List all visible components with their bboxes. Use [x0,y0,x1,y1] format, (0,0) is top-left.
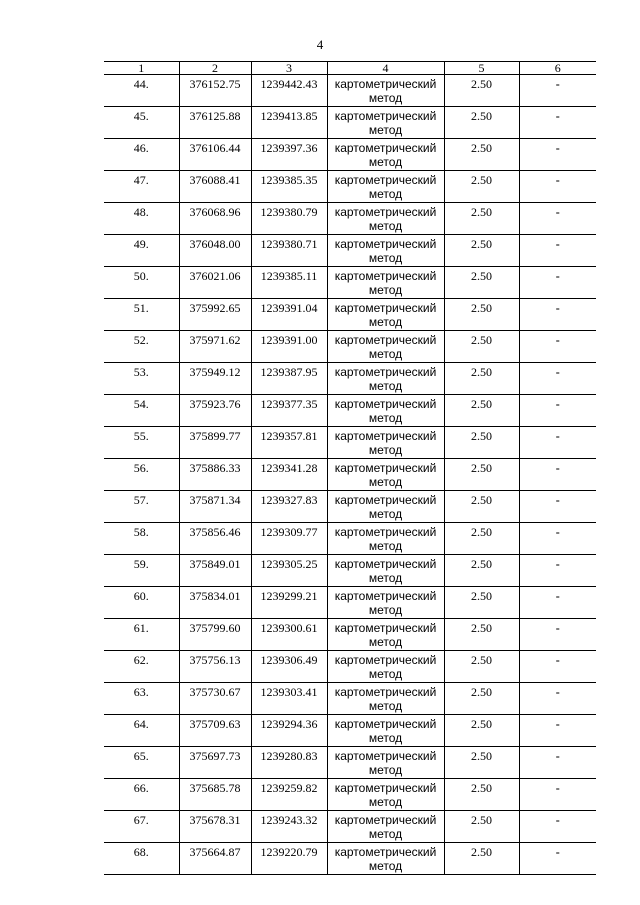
accuracy-cell: 2.50 [444,171,519,203]
point-number-cell: 62. [104,651,179,683]
x-coordinate-cell: 376106.44 [179,139,251,171]
y-coordinate-cell: 1239341.28 [251,459,327,491]
point-number-cell: 46. [104,139,179,171]
table-row [104,651,596,683]
y-coordinate-cell: 1239387.95 [251,363,327,395]
method-cell: картометрический метод [327,235,444,267]
point-number-cell: 55. [104,427,179,459]
y-coordinate-cell: 1239357.81 [251,427,327,459]
table-row [104,235,596,267]
method-cell: картометрический метод [327,75,444,107]
note-cell: - [519,555,596,587]
table-row [104,779,596,811]
method-cell: картометрический метод [327,779,444,811]
accuracy-cell: 2.50 [444,811,519,843]
accuracy-cell: 2.50 [444,683,519,715]
table-row [104,427,596,459]
note-cell: - [519,363,596,395]
point-number-cell: 66. [104,779,179,811]
table-row [104,811,596,843]
note-cell: - [519,587,596,619]
accuracy-cell: 2.50 [444,299,519,331]
x-coordinate-cell: 375697.73 [179,747,251,779]
accuracy-cell: 2.50 [444,395,519,427]
y-coordinate-cell: 1239294.36 [251,715,327,747]
note-cell: - [519,75,596,107]
accuracy-cell: 2.50 [444,747,519,779]
y-coordinate-cell: 1239306.49 [251,651,327,683]
x-coordinate-cell: 375709.63 [179,715,251,747]
point-number-cell: 68. [104,843,179,875]
y-coordinate-cell: 1239280.83 [251,747,327,779]
accuracy-cell: 2.50 [444,555,519,587]
y-coordinate-cell: 1239385.11 [251,267,327,299]
note-cell: - [519,619,596,651]
accuracy-cell: 2.50 [444,587,519,619]
table-row [104,299,596,331]
y-coordinate-cell: 1239380.79 [251,203,327,235]
point-number-cell: 52. [104,331,179,363]
point-number-cell: 60. [104,587,179,619]
method-cell: картометрический метод [327,843,444,875]
accuracy-cell: 2.50 [444,651,519,683]
point-number-cell: 54. [104,395,179,427]
x-coordinate-cell: 376068.96 [179,203,251,235]
x-coordinate-cell: 375756.13 [179,651,251,683]
table-body [104,75,596,875]
x-coordinate-cell: 375992.65 [179,299,251,331]
note-cell: - [519,395,596,427]
accuracy-cell: 2.50 [444,619,519,651]
method-cell: картометрический метод [327,683,444,715]
column-header-6: 6 [519,62,596,75]
method-cell: картометрический метод [327,811,444,843]
x-coordinate-cell: 375834.01 [179,587,251,619]
x-coordinate-cell: 375871.34 [179,491,251,523]
note-cell: - [519,811,596,843]
method-cell: картометрический метод [327,203,444,235]
table-row [104,683,596,715]
note-cell: - [519,683,596,715]
table-row [104,395,596,427]
column-header-4: 4 [327,62,444,75]
table-row [104,459,596,491]
y-coordinate-cell: 1239243.32 [251,811,327,843]
point-number-cell: 49. [104,235,179,267]
y-coordinate-cell: 1239300.61 [251,619,327,651]
accuracy-cell: 2.50 [444,107,519,139]
y-coordinate-cell: 1239391.00 [251,331,327,363]
note-cell: - [519,107,596,139]
accuracy-cell: 2.50 [444,75,519,107]
note-cell: - [519,331,596,363]
x-coordinate-cell: 375856.46 [179,523,251,555]
table-row [104,843,596,875]
x-coordinate-cell: 376152.75 [179,75,251,107]
note-cell: - [519,747,596,779]
point-number-cell: 51. [104,299,179,331]
point-number-cell: 44. [104,75,179,107]
coordinates-table [104,61,596,875]
table-row [104,715,596,747]
y-coordinate-cell: 1239380.71 [251,235,327,267]
note-cell: - [519,235,596,267]
point-number-cell: 56. [104,459,179,491]
point-number-cell: 58. [104,523,179,555]
method-cell: картометрический метод [327,555,444,587]
table-row [104,171,596,203]
accuracy-cell: 2.50 [444,715,519,747]
accuracy-cell: 2.50 [444,235,519,267]
point-number-cell: 67. [104,811,179,843]
note-cell: - [519,427,596,459]
method-cell: картометрический метод [327,139,444,171]
note-cell: - [519,139,596,171]
point-number-cell: 47. [104,171,179,203]
note-cell: - [519,843,596,875]
point-number-cell: 48. [104,203,179,235]
x-coordinate-cell: 376125.88 [179,107,251,139]
table-row [104,363,596,395]
note-cell: - [519,459,596,491]
note-cell: - [519,715,596,747]
note-cell: - [519,267,596,299]
table-row [104,523,596,555]
note-cell: - [519,779,596,811]
table-row [104,491,596,523]
note-cell: - [519,171,596,203]
table-row [104,139,596,171]
table-row [104,267,596,299]
method-cell: картометрический метод [327,331,444,363]
y-coordinate-cell: 1239391.04 [251,299,327,331]
point-number-cell: 65. [104,747,179,779]
column-header-1: 1 [104,62,179,75]
point-number-cell: 64. [104,715,179,747]
y-coordinate-cell: 1239303.41 [251,683,327,715]
table-row [104,107,596,139]
note-cell: - [519,491,596,523]
table-row [104,619,596,651]
point-number-cell: 57. [104,491,179,523]
method-cell: картометрический метод [327,267,444,299]
y-coordinate-cell: 1239305.25 [251,555,327,587]
point-number-cell: 63. [104,683,179,715]
point-number-cell: 50. [104,267,179,299]
note-cell: - [519,203,596,235]
x-coordinate-cell: 375849.01 [179,555,251,587]
accuracy-cell: 2.50 [444,459,519,491]
point-number-cell: 53. [104,363,179,395]
note-cell: - [519,299,596,331]
y-coordinate-cell: 1239327.83 [251,491,327,523]
method-cell: картометрический метод [327,171,444,203]
accuracy-cell: 2.50 [444,523,519,555]
point-number-cell: 61. [104,619,179,651]
note-cell: - [519,523,596,555]
y-coordinate-cell: 1239259.82 [251,779,327,811]
column-header-2: 2 [179,62,251,75]
x-coordinate-cell: 375886.33 [179,459,251,491]
x-coordinate-cell: 375899.77 [179,427,251,459]
method-cell: картометрический метод [327,715,444,747]
method-cell: картометрический метод [327,587,444,619]
accuracy-cell: 2.50 [444,203,519,235]
method-cell: картометрический метод [327,363,444,395]
method-cell: картометрический метод [327,459,444,491]
accuracy-cell: 2.50 [444,139,519,171]
table-row [104,747,596,779]
method-cell: картометрический метод [327,395,444,427]
x-coordinate-cell: 375799.60 [179,619,251,651]
method-cell: картометрический метод [327,299,444,331]
x-coordinate-cell: 375923.76 [179,395,251,427]
method-cell: картометрический метод [327,619,444,651]
method-cell: картометрический метод [327,651,444,683]
table-row [104,203,596,235]
method-cell: картометрический метод [327,523,444,555]
table-header-row [104,62,596,75]
y-coordinate-cell: 1239442.43 [251,75,327,107]
note-cell: - [519,651,596,683]
accuracy-cell: 2.50 [444,491,519,523]
x-coordinate-cell: 376048.00 [179,235,251,267]
method-cell: картометрический метод [327,427,444,459]
y-coordinate-cell: 1239299.21 [251,587,327,619]
y-coordinate-cell: 1239377.35 [251,395,327,427]
accuracy-cell: 2.50 [444,427,519,459]
method-cell: картометрический метод [327,491,444,523]
x-coordinate-cell: 375664.87 [179,843,251,875]
accuracy-cell: 2.50 [444,363,519,395]
y-coordinate-cell: 1239385.35 [251,171,327,203]
y-coordinate-cell: 1239309.77 [251,523,327,555]
y-coordinate-cell: 1239413.85 [251,107,327,139]
point-number-cell: 59. [104,555,179,587]
page-number: 4 [316,37,324,52]
x-coordinate-cell: 375971.62 [179,331,251,363]
table-row [104,75,596,107]
x-coordinate-cell: 376021.06 [179,267,251,299]
x-coordinate-cell: 375678.31 [179,811,251,843]
accuracy-cell: 2.50 [444,331,519,363]
table-row [104,331,596,363]
accuracy-cell: 2.50 [444,267,519,299]
table-row [104,555,596,587]
x-coordinate-cell: 376088.41 [179,171,251,203]
column-header-3: 3 [251,62,327,75]
column-header-5: 5 [444,62,519,75]
accuracy-cell: 2.50 [444,779,519,811]
method-cell: картометрический метод [327,107,444,139]
accuracy-cell: 2.50 [444,843,519,875]
table-row [104,587,596,619]
y-coordinate-cell: 1239220.79 [251,843,327,875]
x-coordinate-cell: 375730.67 [179,683,251,715]
x-coordinate-cell: 375685.78 [179,779,251,811]
method-cell: картометрический метод [327,747,444,779]
point-number-cell: 45. [104,107,179,139]
x-coordinate-cell: 375949.12 [179,363,251,395]
y-coordinate-cell: 1239397.36 [251,139,327,171]
